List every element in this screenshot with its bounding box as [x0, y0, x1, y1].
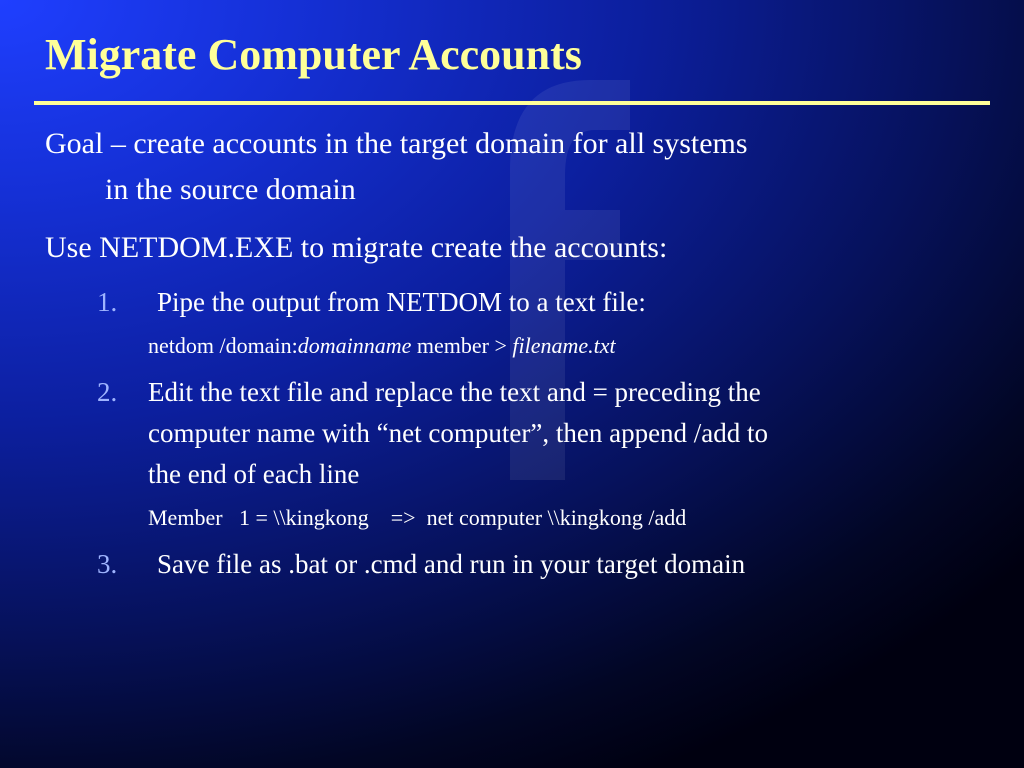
- netdom-command-middle: member >: [411, 333, 513, 358]
- step-3-number: 3.: [97, 549, 118, 579]
- goal-line: Goal – create accounts in the target domain for all systems: [45, 127, 748, 160]
- use-netdom-line: Use NETDOM.EXE to migrate create the accounts:: [45, 231, 668, 264]
- slide-title: Migrate Computer Accounts: [45, 30, 582, 79]
- filename-placeholder: filename.txt: [512, 333, 616, 358]
- step-2-text-line2: computer name with “net computer”, then append /add to: [148, 418, 769, 448]
- step-1-number: 1.: [97, 287, 118, 317]
- title-underline: [34, 101, 990, 105]
- netdom-command-example: [148, 331, 616, 361]
- step-2-number: 2.: [97, 377, 118, 407]
- netdom-command-prefix: netdom /domain:: [148, 333, 298, 358]
- goal-line-continued: in the source domain: [105, 173, 356, 206]
- domainname-placeholder: domainname: [297, 333, 412, 358]
- step-2-text-line3: the end of each line: [148, 459, 360, 489]
- step-1-text: Pipe the output from NETDOM to a text file:: [157, 287, 646, 317]
- step-2-text-line1: Edit the text file and replace the text and = preceding the: [148, 377, 761, 407]
- member-replace-example: Member 1 = \\kingkong => net computer \\kingkong /add: [148, 505, 687, 530]
- step-3-text: Save file as .bat or .cmd and run in your target domain: [157, 549, 746, 579]
